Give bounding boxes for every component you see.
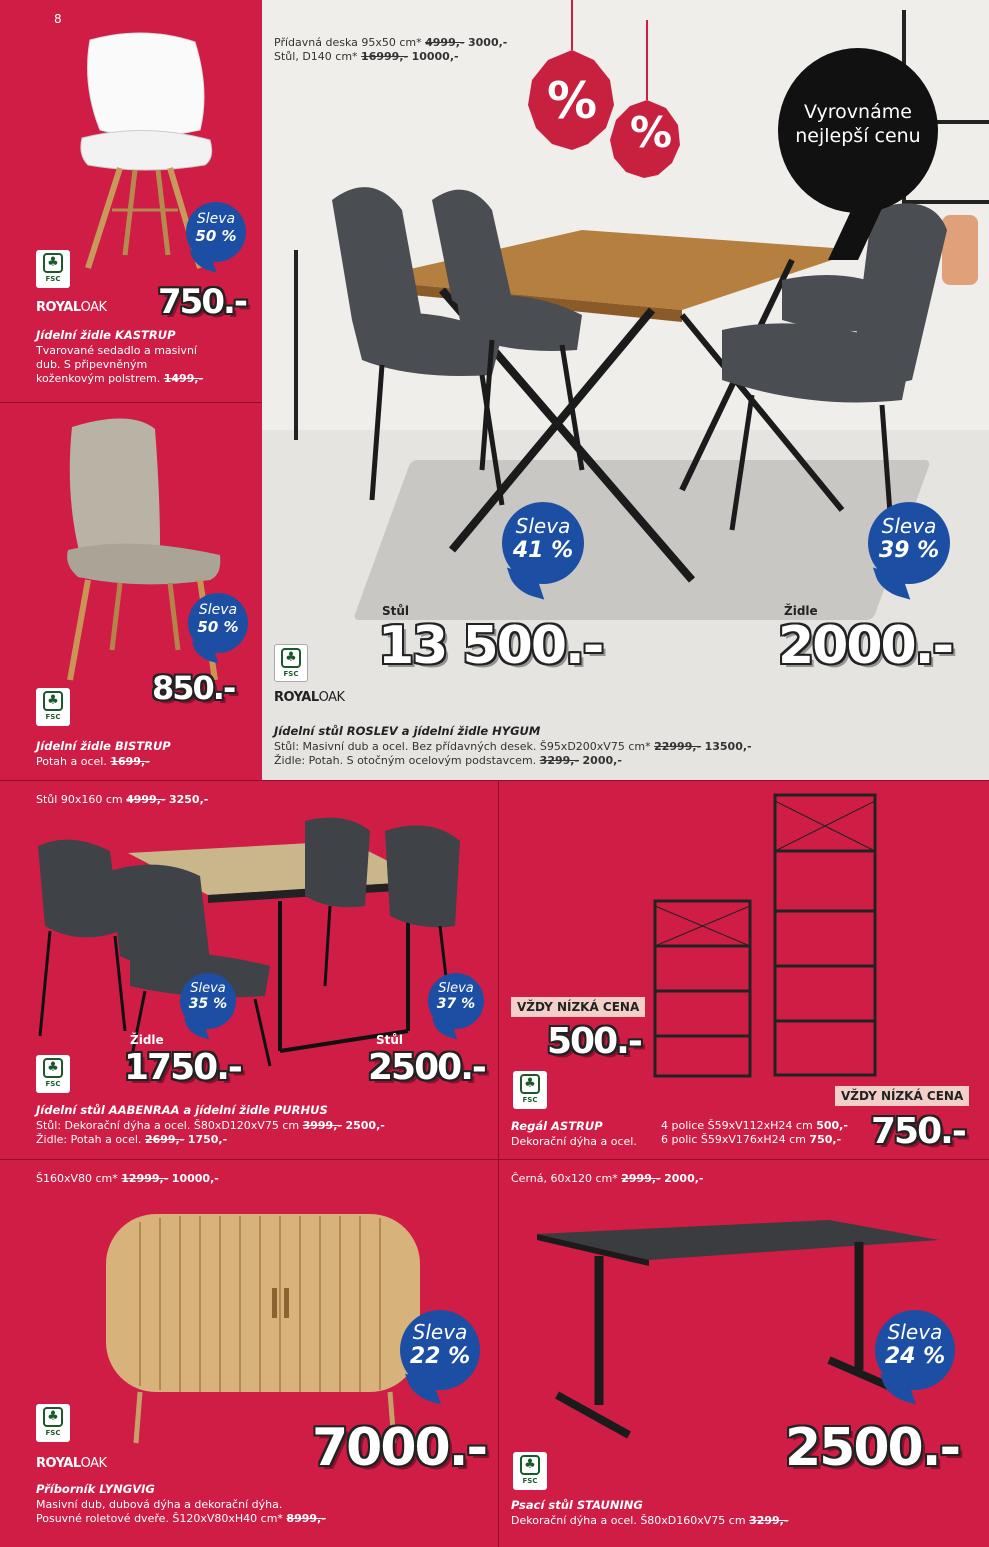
price-4-shelves: 500.- xyxy=(547,1021,641,1062)
royal-oak-logo: ROYALOAK xyxy=(36,300,107,315)
product-title: Psací stůl STAUNING xyxy=(511,1498,643,1512)
kastrup-panel xyxy=(0,0,262,402)
percent-sign: % xyxy=(547,72,598,130)
top-price-note: Černá, 60x120 cm* 2999,- 2000,- xyxy=(511,1172,704,1185)
product-title: Jídelní židle KASTRUP xyxy=(36,328,176,342)
percent-sign: % xyxy=(630,108,673,157)
table-label: Stůl xyxy=(382,604,410,618)
sleva-badge-table: Sleva 41 % xyxy=(502,502,584,584)
cart-left xyxy=(262,250,298,440)
sleva-badge: Sleva 22 % xyxy=(400,1310,480,1390)
chair-price: 2000.- xyxy=(778,616,953,676)
product-title: Jídelní židle BISTRUP xyxy=(36,739,171,753)
product-title: Regál ASTRUP xyxy=(511,1119,603,1133)
size-options: 4 police Š59xV112xH24 cm 500,- 6 polic Š59xV176xH24 cm 750,- xyxy=(661,1119,848,1146)
tree-icon: ♣ xyxy=(520,1074,540,1094)
chair-label: Židle xyxy=(784,604,818,618)
royal-oak-logo: ROYALOAK xyxy=(274,690,345,705)
price: 850.- xyxy=(152,669,235,707)
low-price-badge: VŽDY NÍZKÁ CENA xyxy=(511,997,645,1017)
aabenraa-set-image xyxy=(30,811,480,1071)
fsc-logo: ♣ FSC xyxy=(36,1055,70,1093)
top-price-note: Stůl 90x160 cm 4999,- 3250,- xyxy=(36,793,209,806)
price: 750.- xyxy=(158,282,246,322)
fsc-logo: ♣ FSC xyxy=(513,1071,547,1109)
best-price-bubble: Vyrovnáme nejlepší cenu xyxy=(778,48,938,213)
sleva-badge-table: Sleva 37 % xyxy=(428,973,484,1029)
fsc-logo: ♣ FSC xyxy=(36,1404,70,1442)
product-desc: Potah a ocel. 1699,- xyxy=(36,755,150,768)
tree-icon: ♣ xyxy=(43,253,63,273)
product-desc: Stůl: Dekorační dýha a ocel. Š80xD120xV75 cm 3999,- 2500,- Židle: Potah a ocel. 2699,- 1750,- xyxy=(36,1119,385,1146)
product-desc: Dekorační dýha a ocel. Š80xD160xV75 cm 3299,- xyxy=(511,1514,789,1527)
page-number: 8 xyxy=(54,12,62,26)
product-desc: Dekorační dýha a ocel. xyxy=(511,1135,637,1148)
old-price: 1699,- xyxy=(110,755,150,768)
tree-icon: ♣ xyxy=(43,691,63,711)
sleva-badge-chair: Sleva 39 % xyxy=(868,502,950,584)
astrup-panel xyxy=(499,781,989,1159)
product-title: Příborník LYNGVIG xyxy=(36,1482,155,1496)
lyngvig-panel xyxy=(0,1160,498,1547)
product-title: Jídelní stůl AABENRAA a jídelní židle PURHUS xyxy=(36,1103,328,1117)
price: 7000.- xyxy=(312,1418,487,1478)
product-desc: Stůl: Masivní dub a ocel. Bez přídavných desek. Š95xD200xV75 cm* 22999,- 13500,- Židle: Potah. S otočným ocelovým podstavcem. 3299,- 2000,- xyxy=(274,740,752,767)
low-price-badge: VŽDY NÍZKÁ CENA xyxy=(835,1086,969,1106)
tree-icon: ♣ xyxy=(520,1455,540,1475)
price: 2500.- xyxy=(785,1418,960,1478)
tree-icon: ♣ xyxy=(281,648,301,668)
fsc-logo: ♣ FSC xyxy=(513,1452,547,1490)
table-label: Stůl xyxy=(376,1033,404,1047)
table-price: 2500.- xyxy=(368,1047,485,1088)
extra-prices: Přídavná deska 95x50 cm* 4999,- 3000,- Stůl, D140 cm* 16999,- 10000,- xyxy=(274,36,508,63)
product-desc: Tvarované sedadlo a masivní dub. S připevněným koženkovým polstrem. 1499,- xyxy=(36,344,204,385)
astrup-shelves-image xyxy=(649,791,889,1081)
sleva-badge-chair: Sleva 35 % xyxy=(180,973,236,1029)
fsc-logo: ♣ FSC xyxy=(274,644,308,682)
bistrup-panel xyxy=(0,403,262,780)
top-price-note: Š160xV80 cm* 12999,- 10000,- xyxy=(36,1172,219,1185)
old-price: 1499,- xyxy=(163,372,204,385)
sleva-badge: Sleva 50 % xyxy=(188,593,248,653)
chair-label: Židle xyxy=(130,1033,164,1047)
price-6-shelves: 750.- xyxy=(871,1111,965,1152)
stauning-panel xyxy=(499,1160,989,1547)
chair-price: 1750.- xyxy=(124,1047,241,1088)
aabenraa-panel xyxy=(0,781,498,1159)
product-title: Jídelní stůl ROSLEV a jídelní židle HYGUM xyxy=(274,724,541,738)
roslev-panel xyxy=(262,0,989,780)
lyngvig-sideboard-image xyxy=(100,1208,430,1448)
fsc-logo: ♣ FSC xyxy=(36,688,70,726)
table-price: 13 500.- xyxy=(378,616,603,676)
fsc-logo: ♣ FSC xyxy=(36,250,70,288)
sleva-badge: Sleva 50 % xyxy=(186,202,246,262)
product-desc: Masivní dub, dubová dýha a dekorační dýha. Posuvné roletové dveře. Š120xV80xH40 cm* 8999,- xyxy=(36,1498,326,1525)
sleva-badge: Sleva 24 % xyxy=(875,1310,955,1390)
tree-icon: ♣ xyxy=(43,1058,63,1078)
royal-oak-logo: ROYALOAK xyxy=(36,1456,107,1471)
tree-icon: ♣ xyxy=(43,1407,63,1427)
